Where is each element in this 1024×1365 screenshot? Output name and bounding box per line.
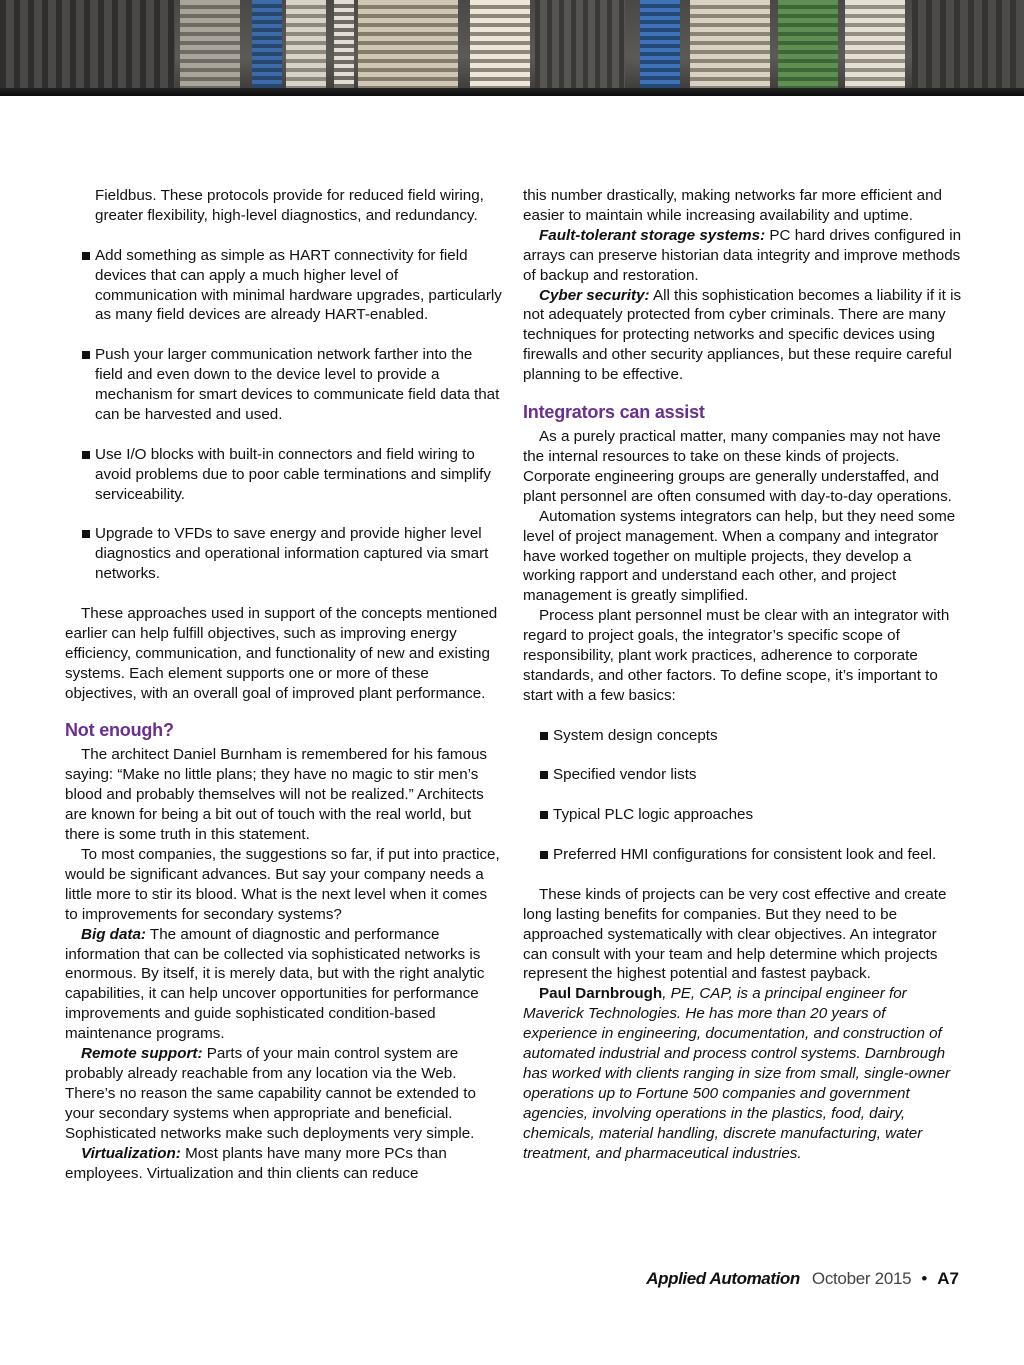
- left-column: [65, 186, 503, 1183]
- footer-separator: •: [921, 1269, 928, 1288]
- din-rail-shadow: [0, 88, 1024, 96]
- author-bio: Paul Darnbrough, PE, CAP, is a principal engineer for Maverick Technologies. He has more than 20 years of experience in engineering, documentation, and construction of automated industrial and process control systems. Darnbrough has worked with clients ranging in size from small, single-owner operations up to Fortune 500 companies and government agencies, involving operations in the plastics, food, dairy, chemicals, material handling, discrete manufacturing, water treatment, and pharmaceutical industries.: [523, 985, 951, 1162]
- integrators-paragraph: Automation systems integrators can help, but they need some level of project management. When a company and integrator have worked together on multiple projects, they develop a working rapport and understand each other, and project management is greatly simplified.: [523, 507, 956, 605]
- list-item: Specified vendor lists: [523, 765, 963, 785]
- list-item: Push your larger communication network farther into the field and even down to the device level to provide a mechanism for smart devices to communicate field data that can be harvested and used.: [65, 345, 503, 425]
- issue-date: October 2015: [811, 1269, 912, 1288]
- square-bullet-icon: [540, 811, 548, 819]
- author-name: Paul Darnbrough: [539, 985, 663, 1003]
- list-item: Add something as simple as HART connectivity for field devices that can apply a much higher level of communication with minimal hardware upgrades, particularly as many field devices are already HART-enabled.: [65, 246, 503, 326]
- list-item: Preferred HMI configurations for consistent look and feel.: [523, 845, 963, 865]
- square-bullet-icon: [82, 252, 90, 260]
- square-bullet-icon: [82, 451, 90, 459]
- virtualization-paragraph: Virtualization: Most plants have many more PCs than employees. Virtualization and thin clients can reduce: [65, 1144, 447, 1182]
- square-bullet-icon: [540, 732, 548, 740]
- list-item: Typical PLC logic approaches: [523, 805, 963, 825]
- list-item: Use I/O blocks with built-in connectors and field wiring to avoid problems due to poor cable terminations and simplify serviceability.: [65, 445, 503, 505]
- list-item: Upgrade to VFDs to save energy and provide higher level diagnostics and operational information captured via smart networks.: [65, 524, 503, 584]
- burnham-paragraph: The architect Daniel Burnham is remembered for his famous saying: “Make no little plans; they have no magic to stir men’s blood and probably themselves will not be realized.” Architects are known for being a bit out of touch with the real world, but there is some truth in this statement.: [65, 746, 488, 844]
- virtualization-continuation: this number drastically, making networks far more efficient and easier to maintain while increasing availability and uptime.: [523, 187, 942, 224]
- right-column: [523, 186, 963, 1164]
- list-item: System design concepts: [523, 726, 963, 746]
- page-number: A7: [937, 1269, 959, 1288]
- square-bullet-icon: [540, 771, 548, 779]
- remote-support-paragraph: Remote support: Parts of your main control system are probably already reachable from any location via the Web. There’s no reason the same capability cannot be extended to your secondary systems when appropriate and beneficial. Sophisticated networks make such deployments very simple.: [65, 1045, 476, 1142]
- section-heading-integrators: Integrators can assist: [523, 402, 705, 423]
- resources-paragraph: As a purely practical matter, many companies may not have the internal resources to take on these kinds of projects. Corporate engineering groups are generally understaffed, and plant personnel are often consumed with day-to-day operations.: [523, 428, 952, 505]
- fault-tolerant-paragraph: Fault-tolerant storage systems: PC hard drives configured in arrays can preserve historian data integrity and improve methods of backup and restoration.: [523, 226, 962, 284]
- intro-continuation: Fieldbus. These protocols provide for reduced field wiring, greater flexibility, high-level diagnostics, and redundancy.: [95, 187, 484, 224]
- closing-paragraph: These kinds of projects can be very cost effective and create long lasting benefits for companies. But they need to be approached systematically with clear objectives. An integrator can consult with your team and help determine which projects represent the highest potential and fastest payback.: [523, 885, 947, 983]
- page-footer: [646, 1268, 959, 1290]
- big-data-paragraph: Big data: The amount of diagnostic and performance information that can be collected via sophisticated networks is enormous. By itself, it is merely data, but with the right analytic capabilities, it can help uncover opportunities for performance improvements and guide sophisticated condition-based maintenance programs.: [65, 925, 485, 1043]
- square-bullet-icon: [540, 851, 548, 859]
- publication-name: Applied Automation: [646, 1269, 800, 1288]
- square-bullet-icon: [82, 351, 90, 359]
- suggestions-paragraph: To most companies, the suggestions so far, if put into practice, would be significant advances. But say your company needs a little more to stir its blood. What is the next level when it comes to improvements for secondary systems?: [65, 846, 500, 923]
- square-bullet-icon: [82, 530, 90, 538]
- cyber-security-paragraph: Cyber security: All this sophistication becomes a liability if it is not adequately protected from cyber criminals. There are many techniques for protecting networks and specific devices using firewalls and other security appliances, but these require careful planning to be effective.: [523, 286, 962, 384]
- header-photo: [0, 0, 1024, 96]
- approaches-paragraph: These approaches used in support of the concepts mentioned earlier can help fulfill objectives, such as improving energy efficiency, communication, and functionality of new and existing systems. Each element supports one or more of these objectives, with an overall goal of improved plant performance.: [65, 604, 498, 702]
- section-heading-not-enough: Not enough?: [65, 720, 174, 741]
- scope-paragraph: Process plant personnel must be clear with an integrator with regard to project goals, the integrator’s specific scope of responsibility, plant work practices, adherence to corporate standards, and other factors. To define scope, it’s important to start with a few basics:: [523, 607, 950, 704]
